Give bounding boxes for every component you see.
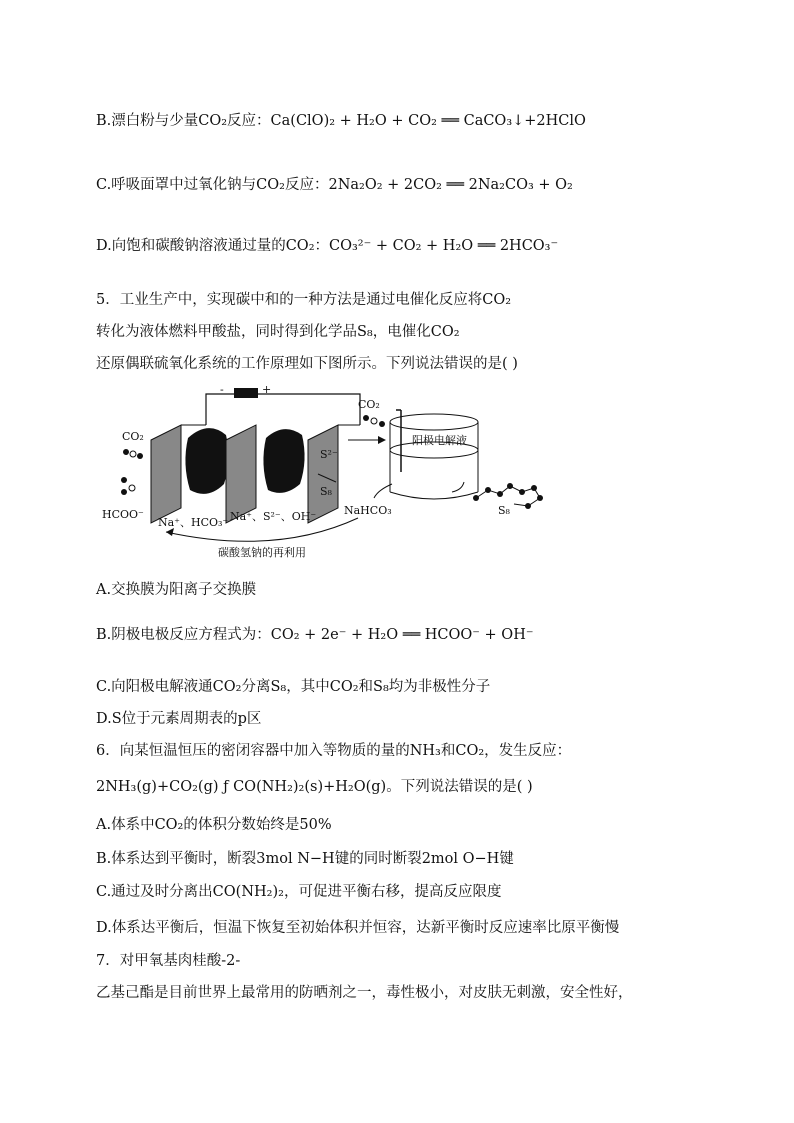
line-b-option: B.漂白粉与少量CO₂反应：Ca(ClO)₂ + H₂O + CO₂ ══ CaCO₃↓+2HClO [96, 113, 586, 129]
co2-top-label: CO₂ [358, 398, 380, 411]
cathode-plate [151, 425, 181, 523]
recycle-label: 碳酸氢钠的再利用 [218, 546, 306, 559]
s8-label: S₈ [320, 485, 332, 498]
q5-option-d: D.S位于元素周期表的p区 [96, 711, 262, 727]
question-5-line-1: 5．工业生产中，实现碳中和的一种方法是通过电催化反应将CO₂ [96, 292, 512, 308]
q6-option-a: A.体系中CO₂的体积分数始终是50% [96, 817, 332, 833]
s8-ring-label: S₈ [498, 504, 510, 517]
nahco3-label: NaHCO₃ [344, 504, 392, 517]
question-6-line-1: 6．向某恒温恒压的密闭容器中加入等物质的量的NH₃和CO₂，发生反应： [96, 743, 572, 759]
cathode-catalyst [185, 428, 228, 494]
question-5-line-2: 转化为液体燃料甲酸盐，同时得到化学品S₈，电催化CO₂ [96, 324, 460, 340]
question-6-equation: 2NH₃(g)+CO₂(g) ƒ CO(NH₂)₂(s)+H₂O(g)。下列说法错误的是( ) [96, 779, 533, 795]
hcoo-molecule [121, 477, 127, 483]
s2-label: S²⁻ [320, 448, 338, 461]
question-7-line-2: 乙基己酯是目前世界上最常用的防晒剂之一，毒性极小，对皮肤无刺激，安全性好， [96, 985, 633, 1001]
co2-left-label: CO₂ [122, 430, 144, 443]
anolyte-label: 阳极电解液 [412, 434, 467, 447]
line-d-option: D.向饱和碳酸钠溶液通过量的CO₂：CO₃²⁻ + CO₂ + H₂O ══ 2HCO₃⁻ [96, 238, 559, 254]
q6-option-b: B.体系达到平衡时，断裂3mol N−H键的同时断裂2mol O−H键 [96, 851, 514, 867]
ions-left-label: Na⁺、HCO₃⁻ [158, 516, 229, 529]
ions-right-label: Na⁺、S²⁻、OH⁻ [230, 510, 317, 523]
beaker-top [390, 414, 478, 430]
q5-option-c: C.向阳极电解液通CO₂分离S₈，其中CO₂和S₈均为非极性分子 [96, 679, 491, 695]
circuit-wire [206, 394, 360, 425]
question-5-line-3: 还原偶联硫氧化系统的工作原理如下图所示。下列说法错误的是( ) [96, 356, 518, 372]
q5-option-a: A.交换膜为阳离子交换膜 [96, 582, 257, 598]
anode-plate [308, 425, 338, 523]
power-source [234, 388, 258, 398]
minus-label: - [220, 383, 224, 396]
line-c-option: C.呼吸面罩中过氧化钠与CO₂反应：2Na₂O₂ + 2CO₂ ══ 2Na₂CO₃ + O₂ [96, 177, 573, 193]
q5-option-b: B.阴极电极反应方程式为：CO₂ + 2e⁻ + H₂O ══ HCOO⁻ + OH⁻ [96, 627, 534, 643]
q6-option-d: D.体系达平衡后，恒温下恢复至初始体积并恒容，达新平衡时反应速率比原平衡慢 [96, 920, 620, 936]
electrolysis-diagram [96, 380, 566, 565]
anode-catalyst [263, 429, 304, 493]
exchange-membrane [226, 425, 256, 523]
hcoo-label: HCOO⁻ [102, 508, 144, 521]
co2-left-molecule [123, 449, 129, 455]
q6-option-c: C.通过及时分离出CO(NH₂)₂，可促进平衡右移，提高反应限度 [96, 884, 502, 900]
plus-label: + [262, 383, 272, 396]
question-7-line-1: 7．对甲氧基肉桂酸-2- [96, 953, 241, 969]
